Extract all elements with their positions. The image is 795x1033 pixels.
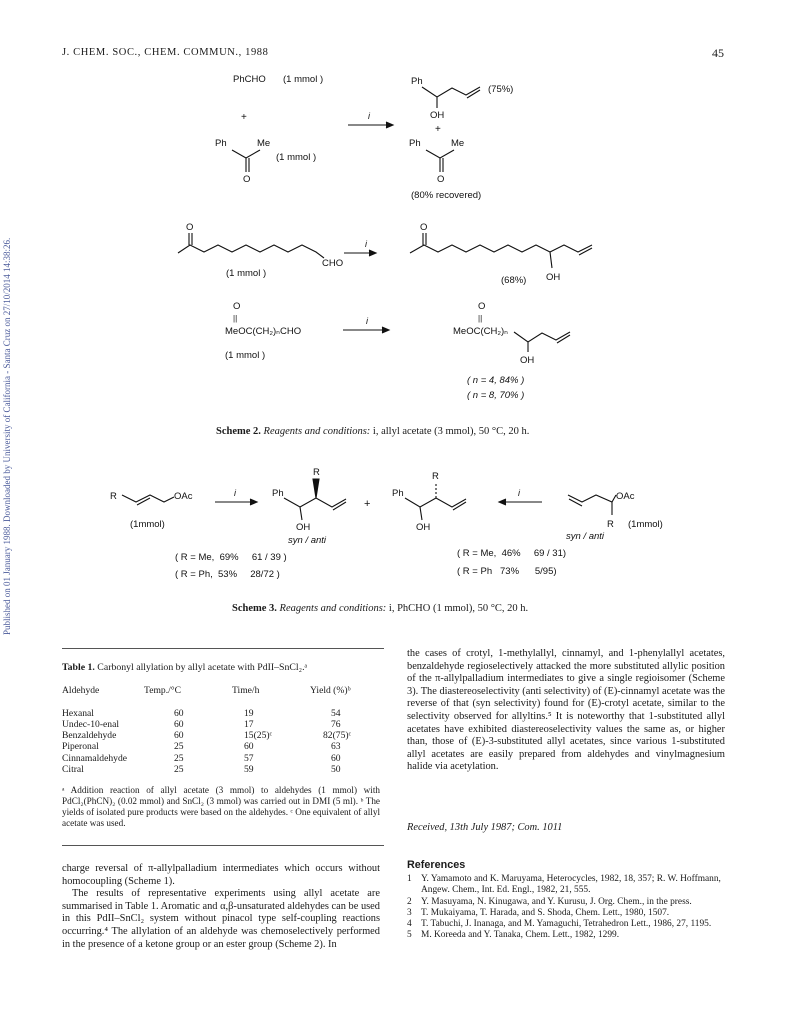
reference-number: 3 bbox=[407, 907, 412, 918]
r3-product: MeOC(CH₂)ₙ bbox=[453, 326, 508, 337]
table-cell: Undec-10-enal bbox=[62, 718, 120, 730]
running-header: J. CHEM. SOC., CHEM. COMMUN., 1988 bbox=[62, 47, 269, 58]
benzaldehyde-label: PhCHO bbox=[233, 74, 266, 85]
table-cell: 60 bbox=[174, 707, 184, 719]
right-oac: OAc bbox=[616, 491, 635, 502]
acetophenone-skeleton bbox=[232, 150, 260, 158]
benzaldehyde-amount: (1 mmol ) bbox=[283, 74, 324, 85]
download-watermark-text: Published on 01 January 1988. Downloaded by University of California - Santa Cruz on 27/10/2014 14:38:26. bbox=[2, 237, 12, 635]
recovered-ph: Ph bbox=[409, 138, 421, 149]
scheme-2-figure bbox=[0, 0, 795, 460]
syn-anti-right: syn / anti bbox=[566, 531, 605, 542]
arrow-right-label: i bbox=[518, 488, 520, 498]
scheme-2-caption-text: i, allyl acetate (3 mmol), 50 °C, 20 h. bbox=[370, 426, 530, 437]
table-cell: 19 bbox=[244, 707, 254, 719]
scheme-3-figure bbox=[0, 455, 795, 595]
scheme-2-caption-label: Scheme 2. bbox=[216, 426, 261, 437]
reference-text: T. Tabuchi, J. Inanaga, and M. Yamaguchi, Tetrahedron Lett., 1986, 27, 1195. bbox=[421, 919, 712, 930]
syn-oh: OH bbox=[296, 522, 311, 533]
reference-item bbox=[407, 897, 725, 908]
table-row bbox=[62, 753, 377, 764]
scheme-2-caption-italic: Reagents and conditions: bbox=[263, 426, 371, 437]
table-1-title-label: Table 1. bbox=[62, 662, 95, 673]
table-top-rule bbox=[62, 648, 384, 649]
table-row bbox=[62, 730, 377, 741]
table-cell: 76 bbox=[331, 718, 341, 730]
ketone-ph-label: Ph bbox=[215, 138, 227, 149]
results-right-me: ( R = Me, 46% 69 / 31) bbox=[457, 548, 567, 559]
scheme-3-caption-italic: Reagents and conditions: bbox=[279, 603, 387, 614]
left-column-para-2: The results of representative experiments using allyl acetate are summarised in Table 1. Aromatic and α,β-unsaturated aldehydes can be used in this PdII–SnCl₂ system without pinacol type self-coupling reactions occurring.⁴ The allylation of an aldehyde was chemoselectively performed in the presence of a ketone group or an ester group (Scheme 2). In bbox=[62, 888, 380, 950]
table-header: Time/h bbox=[232, 685, 260, 696]
plus-sign: + bbox=[241, 112, 247, 123]
reference-item bbox=[407, 930, 725, 941]
page-number: 45 bbox=[712, 46, 724, 60]
ketone-o-label: O bbox=[243, 174, 251, 185]
plus-sign-2: + bbox=[435, 124, 441, 135]
table-header: Temp./°C bbox=[144, 685, 182, 696]
table-cell: Citral bbox=[62, 764, 84, 776]
table-cell: 63 bbox=[331, 741, 341, 753]
table-cell: 50 bbox=[331, 764, 341, 776]
undecenal-ketone-chain bbox=[178, 245, 324, 258]
anti-oh: OH bbox=[416, 522, 431, 533]
syn-anti-left: syn / anti bbox=[288, 535, 327, 546]
r2-cho-label: CHO bbox=[322, 258, 344, 269]
r2-product-o: O bbox=[420, 222, 428, 233]
received-date: Received, 13th July 1987; Com. 1011 bbox=[407, 822, 563, 833]
left-column-text bbox=[62, 863, 380, 951]
reference-text: Y. Masuyama, N. Kinugawa, and Y. Kurusu, J. Org. Chem., in the press. bbox=[421, 896, 692, 907]
table-cell: 25 bbox=[174, 741, 184, 753]
table-1-title bbox=[62, 662, 384, 673]
scheme-2-caption bbox=[216, 426, 529, 437]
references-heading: References bbox=[407, 859, 466, 871]
table-cell: 17 bbox=[244, 718, 254, 730]
reference-number: 1 bbox=[407, 874, 412, 885]
scheme-3-caption-label: Scheme 3. bbox=[232, 603, 277, 614]
reference-item bbox=[407, 919, 725, 930]
left-amount: (1mmol) bbox=[130, 519, 165, 530]
results-left-me: ( R = Me, 69% 61 / 39 ) bbox=[175, 552, 287, 563]
r3-note-n4: ( n = 4, 84% ) bbox=[467, 375, 525, 386]
r3-product-o: O bbox=[478, 301, 486, 312]
results-right-ph: ( R = Ph 73% 5/95) bbox=[457, 566, 557, 577]
left-oac: OAc bbox=[174, 491, 193, 502]
syn-product-skeleton bbox=[284, 498, 346, 507]
reference-item bbox=[407, 874, 725, 896]
scheme-3-caption-text: i, PhCHO (1 mmol), 50 °C, 20 h. bbox=[386, 603, 529, 614]
table-cell: 57 bbox=[244, 752, 254, 764]
table-cell: Hexanal bbox=[62, 707, 94, 719]
left-column-para-1: charge reversal of π-allylpalladium intermediates which occurs without homocoupling (Scheme 1). bbox=[62, 863, 380, 887]
product-1-yield: (75%) bbox=[488, 84, 514, 95]
ketone-amount: (1 mmol ) bbox=[276, 152, 317, 163]
r2-o-label: O bbox=[186, 222, 194, 233]
table-cell: Piperonal bbox=[62, 741, 99, 753]
r2-product-yield: (68%) bbox=[501, 275, 527, 286]
table-row bbox=[62, 764, 377, 775]
right-r: R bbox=[607, 519, 614, 530]
results-left-ph: ( R = Ph, 53% 28/72 ) bbox=[175, 569, 280, 580]
arrow-left-label: i bbox=[234, 488, 236, 498]
anti-r: R bbox=[432, 471, 439, 482]
table-cell: 60 bbox=[244, 741, 254, 753]
r3-product-double-bond: || bbox=[478, 314, 483, 323]
product-2-chain bbox=[410, 245, 592, 253]
syn-r: R bbox=[313, 467, 320, 478]
product-1-oh: OH bbox=[430, 110, 445, 121]
r3-double-bond: || bbox=[233, 314, 238, 323]
table-cell: Benzaldehyde bbox=[62, 730, 117, 742]
table-row bbox=[62, 708, 377, 719]
table-bottom-rule bbox=[62, 845, 384, 846]
table-cell: Cinnamaldehyde bbox=[62, 752, 128, 764]
table-cell: 82(75)ᶜ bbox=[323, 730, 352, 742]
r2-product-oh: OH bbox=[546, 272, 561, 283]
table-cell: 54 bbox=[331, 707, 341, 719]
arrow-1-label: i bbox=[368, 111, 370, 121]
ketone-me-label: Me bbox=[257, 138, 271, 149]
arrow-3-label: i bbox=[366, 316, 368, 326]
reference-text: M. Koreeda and Y. Tanaka, Chem. Lett., 1982, 1299. bbox=[421, 930, 620, 941]
arrow-2-label: i bbox=[365, 239, 367, 249]
recovered-ketone-skeleton bbox=[426, 150, 454, 158]
reference-number: 5 bbox=[407, 930, 412, 941]
scheme-3-plus: + bbox=[364, 498, 371, 510]
table-cell: 60 bbox=[331, 752, 341, 764]
table-header: Yield (%)ᵇ bbox=[310, 685, 351, 696]
allyl-acetate-right bbox=[568, 495, 616, 502]
right-column-text: the cases of crotyl, 1-methylallyl, cinnamyl, and 1-phenylallyl acetates, benzaldehyde regioselectively attacked the more substituted allylic position of the π-allylpalladium intermediates to give a single regioisomer (Scheme 3). The diastereoselectivity (anti selectivity) of (E)-cinnamyl acetate was the reverse of that (syn selectivity) found for (E)-crotyl acetate, similar to the selectivity observed for allyltins.⁵ It is noteworthy that 1-substituted allyl acetates have exhibited diastereoselectivity values the same as, or higher than, those of (E)-3-substituted allyl acetates, since various 1-substituted allyl acetates are easily prepared from aldehydes and vinylmagnesium halide via acetylation. bbox=[407, 648, 725, 773]
table-cell: 25 bbox=[174, 752, 184, 764]
table-cell: 25 bbox=[174, 764, 184, 776]
right-amount: (1mmol) bbox=[628, 519, 663, 530]
table-cell: 59 bbox=[244, 764, 254, 776]
table-cell: 60 bbox=[174, 718, 184, 730]
left-r: R bbox=[110, 491, 117, 502]
anti-ph: Ph bbox=[392, 488, 404, 499]
table-1-title-text: Carbonyl allylation by allyl acetate with PdII–SnCl₂.ᵃ bbox=[94, 662, 308, 673]
reference-text: Y. Yamamoto and K. Maruyama, Heterocycles, 1982, 18, 357; R. W. Hoffmann, Angew. Chem., Int. Ed. Engl., 1982, 21, 555. bbox=[421, 874, 721, 896]
reference-item bbox=[407, 908, 725, 919]
reference-number: 2 bbox=[407, 896, 412, 907]
table-1-footnote: ᵃ Addition reaction of allyl acetate (3 mmol) to aldehydes (1 mmol) with PdCl₂(PhCN)₂ (0.02 mmol) and SnCl₂ (3 mmol) was carried out in DMI (5 ml). ᵇ The yields of isolated pure products were based on the aldehydes. ᶜ One equivalent of allyl acetate was used. bbox=[62, 785, 380, 828]
scheme-3-caption bbox=[232, 603, 528, 614]
table-cell: 15(25)ᶜ bbox=[244, 730, 273, 742]
r3-product-oh: OH bbox=[520, 355, 535, 366]
table-row bbox=[62, 719, 377, 730]
r3-reactant: MeOC(CH₂)ₙCHO bbox=[225, 326, 302, 337]
anti-product-skeleton bbox=[405, 498, 466, 507]
table-cell: 60 bbox=[174, 730, 184, 742]
recovered-me: Me bbox=[451, 138, 465, 149]
r3-o: O bbox=[233, 301, 241, 312]
syn-wedge-bond bbox=[313, 479, 319, 498]
product-1-ph: Ph bbox=[411, 76, 423, 87]
recovered-percent: (80% recovered) bbox=[411, 190, 482, 201]
r3-note-n8: ( n = 8, 70% ) bbox=[467, 390, 525, 401]
r2-amount: (1 mmol ) bbox=[226, 268, 267, 279]
recovered-o: O bbox=[437, 174, 445, 185]
table-header-row bbox=[62, 685, 377, 696]
reference-text: T. Mukaiyama, T. Harada, and S. Shoda, Chem. Lett., 1980, 1507. bbox=[421, 907, 670, 918]
table-1 bbox=[62, 685, 377, 775]
references-section bbox=[407, 860, 725, 941]
syn-ph: Ph bbox=[272, 488, 284, 499]
table-row bbox=[62, 741, 377, 752]
r3-amount: (1 mmol ) bbox=[225, 350, 266, 361]
table-header: Aldehyde bbox=[62, 685, 100, 696]
reference-number: 4 bbox=[407, 919, 412, 930]
